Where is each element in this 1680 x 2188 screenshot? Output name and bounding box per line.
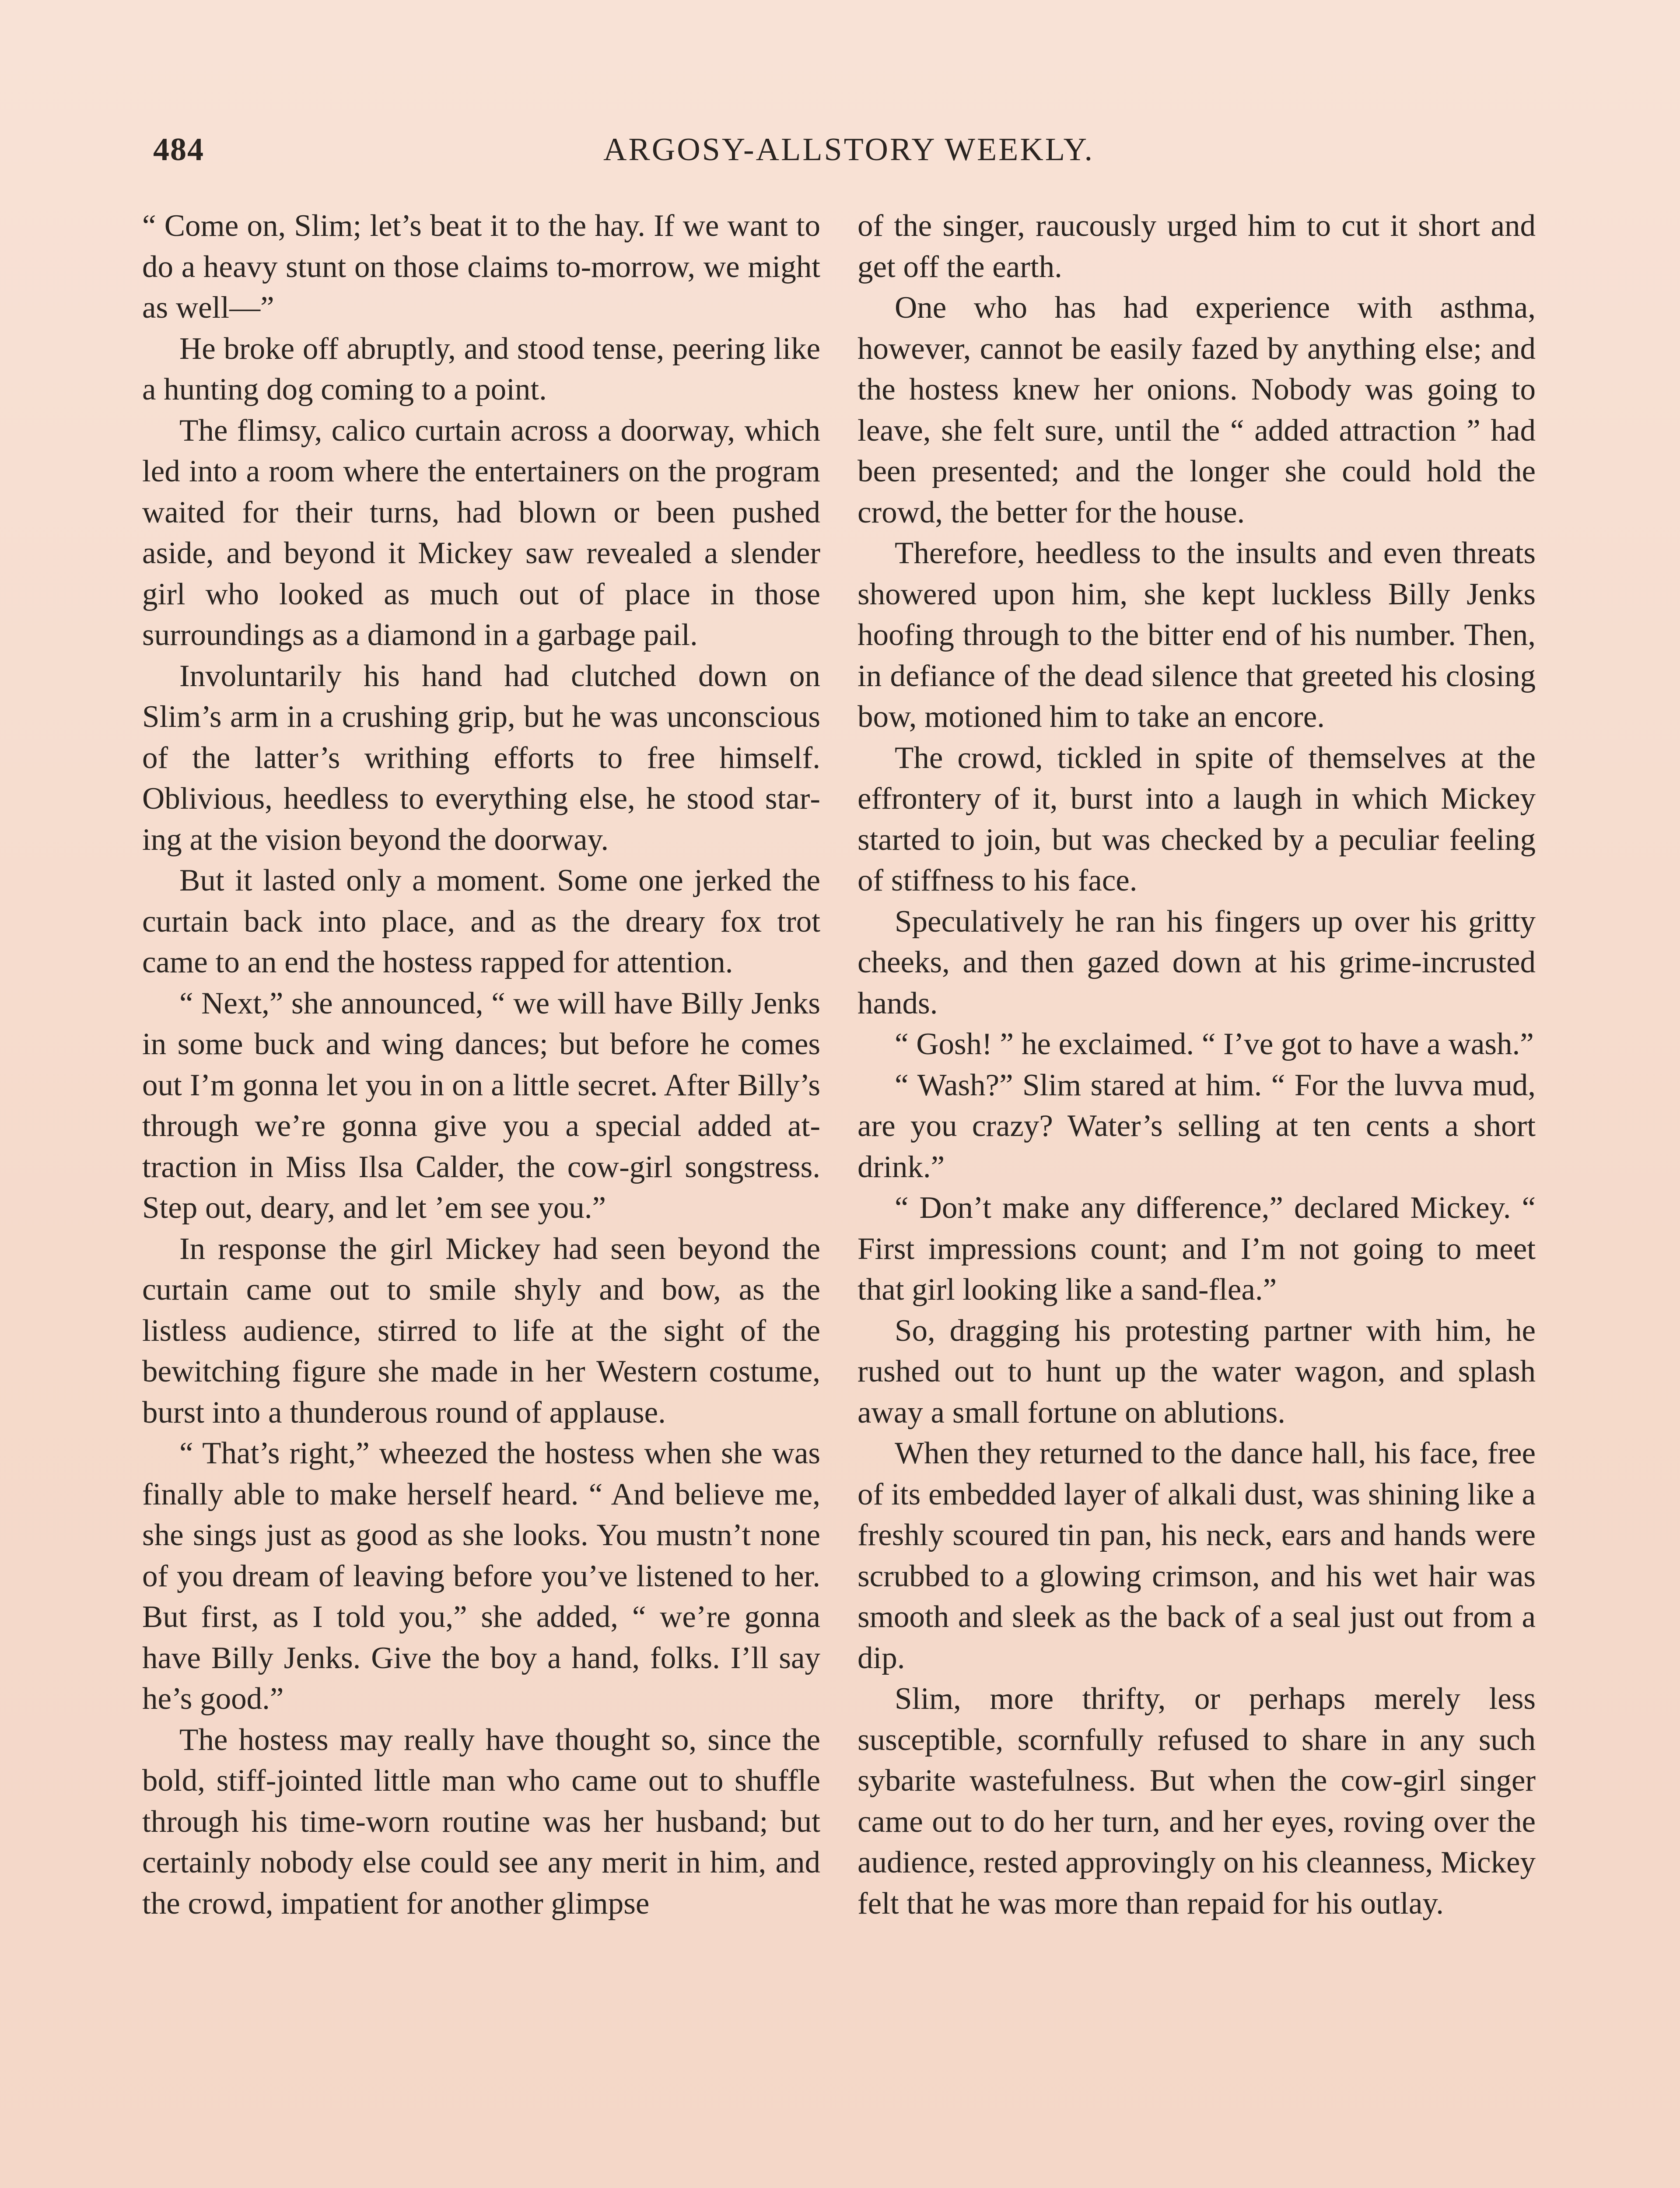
page-header <box>144 131 1553 184</box>
page-number: 484 <box>153 132 204 168</box>
paragraph: of the singer, raucously urged him to cut it short and get off the earth. <box>858 209 1536 284</box>
paragraph: “ Gosh! ” he exclaimed. “ I’ve got to have a wash.” <box>895 1027 1534 1061</box>
paragraph: So, dragging his protesting partner with him, he rushed out to hunt up the water wagon, and splash away a small fortune on ablutions. <box>858 1313 1536 1430</box>
paragraph: “ Wash?” Slim stared at him. “ For the luvva mud, are you crazy? Water’s selling at ten cents a short drink.” <box>858 1068 1536 1184</box>
paragraph: When they returned to the dance hall, his face, free of its embedded layer of alkali dust, was shining like a freshly scoured tin pan, his neck, ears and hands were scrubbed to a glowing crimson, and his wet hair was smooth and sleek as the back of a seal just out from a dip. <box>858 1436 1536 1675</box>
paragraph: “ Next,” she announced, “ we will have Billy Jenks in some buck and wing dances; but before he comes out I’m gonna let you in on a little secret. After Billy’s through we’re gonna give you a special added attraction in Miss Ilsa Calder, the cow-girl songstress. Step out, deary, and let ’em see you.” <box>142 986 820 1225</box>
paragraph: “ Come on, Slim; let’s beat it to the hay. If we want to do a heavy stunt on those claims to-morrow, we might as well—” <box>142 209 820 325</box>
paragraph: But it lasted only a moment. Some one jerked the curtain back into place, and as the dreary fox trot came to an end the hostess rapped for attention. <box>142 863 820 979</box>
text-columns <box>142 206 1538 2188</box>
paragraph: He broke off abruptly, and stood tense, peering like a hunting dog coming to a point. <box>142 331 820 407</box>
paragraph: Speculatively he ran his fingers up over his gritty cheeks, and then gazed down at his grime-incrusted hands. <box>858 904 1536 1020</box>
paragraph: “ That’s right,” wheezed the hostess when she was finally able to make herself heard. “ And believe me, she sings just as good as she looks. You mustn’t none of you dream of leaving before you’ve listened to her. But first, as I told you,” she added, “ we’re gonna have Billy Jenks. Give the boy a hand, folks. I’ll say he’s good.” <box>142 1436 820 1716</box>
paragraph: Slim, more thrifty, or perhaps merely less susceptible, scornfully refused to share in any such sybarite wastefulness. But when the cow-girl singer came out to do her turn, and her eyes, roving over the audience, rested approvingly on his cleanness, Mickey felt that he was more than repaid for his outlay. <box>858 1682 1536 1921</box>
paragraph: “ Don’t make any difference,” declared Mickey. “ First impressions count; and I’m not going to meet that girl looking like a sand-flea.” <box>858 1191 1536 1307</box>
left-column <box>142 206 820 1924</box>
paragraph: In response the girl Mickey had seen beyond the curtain came out to smile shyly and bow, as the listless audience, stirred to life at the sight of the bewitching figure she made in her Western costume, burst into a thunderous round of applause. <box>142 1231 820 1430</box>
paragraph: Therefore, heedless to the insults and even threats showered upon him, she kept luckless Billy Jenks hoofing through to the bitter end of his number. Then, in defiance of the dead silence that greeted his closing bow, motioned him to take an encore. <box>858 536 1536 734</box>
paragraph: Involuntarily his hand had clutched down on Slim’s arm in a crushing grip, but he was unconscious of the latter’s writhing efforts to free himself. Oblivious, heedless to everything else, he stood staring at the vision beyond the doorway. <box>142 659 820 857</box>
right-column <box>858 206 1536 1924</box>
paragraph: One who has had experience with asthma, however, cannot be easily fazed by anything else; and the hostess knew her onions. Nobody was going to leave, she felt sure, until the “ added attraction ” had been presented; and the longer she could hold the crowd, the better for the house. <box>858 291 1536 529</box>
running-title: ARGOSY-ALLSTORY WEEKLY. <box>603 132 1095 168</box>
paragraph: The hostess may really have thought so, since the bold, stiff-jointed little man who came out to shuffle through his time-worn routine was her husband; but certainly nobody else could see any merit in him, and the crowd, impatient for another glimpse <box>142 1722 820 1921</box>
paragraph: The flimsy, calico curtain across a doorway, which led into a room where the entertainers on the program waited for their turns, had blown or been pushed aside, and beyond it Mickey saw revealed a slender girl who looked as much out of place in those surroundings as a diamond in a garbage pail. <box>142 413 820 652</box>
paragraph: The crowd, tickled in spite of themselves at the effrontery of it, burst into a laugh in which Mickey started to join, but was checked by a peculiar feeling of stiffness to his face. <box>858 740 1536 898</box>
